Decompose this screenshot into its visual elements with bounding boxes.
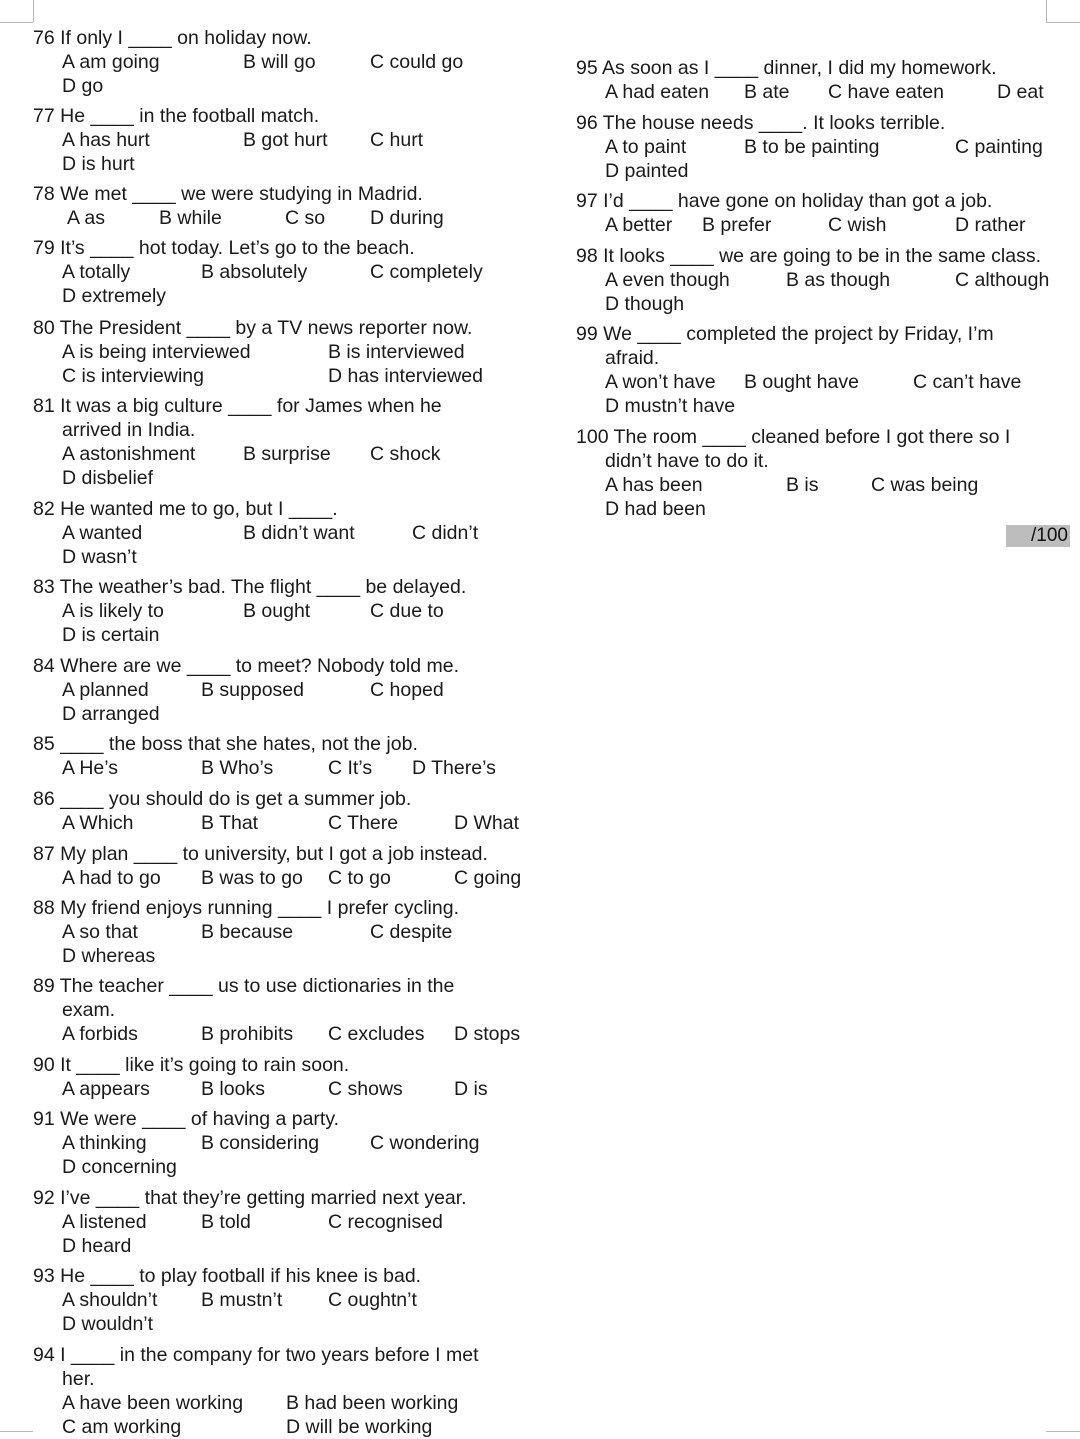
- options-row: [33, 466, 442, 490]
- question-stem: 83 The weather’s bad. The flight ____ be delayed.: [33, 576, 467, 598]
- answer-option[interactable]: D arranged: [62, 703, 160, 725]
- answer-option[interactable]: A totally: [62, 261, 131, 283]
- corner-mark-top-left-vertical: [33, 0, 34, 22]
- answer-option[interactable]: D disbelief: [62, 467, 154, 489]
- answer-option[interactable]: C was being: [871, 474, 979, 496]
- options-row: [33, 1155, 339, 1179]
- answer-option[interactable]: C didn’t: [412, 522, 479, 544]
- question-98: [576, 244, 1050, 316]
- answer-option[interactable]: C so: [285, 207, 326, 229]
- options-row: [33, 206, 444, 230]
- answer-option[interactable]: B while: [159, 207, 222, 229]
- answer-option[interactable]: D during: [370, 207, 444, 229]
- options-row: [576, 497, 1010, 521]
- answer-option[interactable]: B is interviewed: [328, 341, 465, 363]
- options-row: [33, 702, 459, 726]
- answer-option[interactable]: B considering: [201, 1132, 320, 1154]
- answer-option[interactable]: D stops: [454, 1023, 521, 1045]
- question-stem: 94 I ____ in the company for two years before I met: [33, 1344, 479, 1366]
- answer-option[interactable]: A is likely to: [62, 600, 164, 622]
- answer-option[interactable]: C recognised: [328, 1211, 443, 1233]
- answer-option[interactable]: C excludes: [328, 1023, 425, 1045]
- question-96: [576, 111, 1043, 183]
- options-row: [33, 442, 442, 466]
- answer-option[interactable]: B mustn’t: [201, 1289, 283, 1311]
- answer-option[interactable]: D wouldn’t: [62, 1313, 154, 1335]
- answer-option[interactable]: C shows: [328, 1078, 403, 1100]
- options-row: [33, 678, 459, 702]
- options-row: [33, 260, 483, 284]
- answer-option[interactable]: B ought have: [744, 371, 859, 393]
- answer-option[interactable]: A better: [605, 214, 673, 236]
- question-stem: 77 He ____ in the football match.: [33, 105, 320, 127]
- question-stem: 90 It ____ like it’s going to rain soon.: [33, 1054, 350, 1076]
- answer-option[interactable]: A planned: [62, 679, 149, 701]
- answer-option[interactable]: C although: [955, 269, 1050, 291]
- corner-mark-top-right-vertical: [1046, 0, 1047, 22]
- question-stem: 78 We met ____ we were studying in Madrid.: [33, 183, 423, 205]
- corner-mark-top-right-horizontal: [1046, 22, 1080, 23]
- answer-option[interactable]: B didn’t want: [243, 522, 355, 544]
- question-stem: 97 I’d ____ have gone on holiday than got a job.: [576, 190, 993, 212]
- answer-option[interactable]: B had been working: [286, 1392, 459, 1414]
- answer-option[interactable]: A shouldn’t: [62, 1289, 158, 1311]
- answer-option[interactable]: D rather: [955, 214, 1026, 236]
- answer-option[interactable]: C to go: [328, 867, 391, 889]
- question-stem: 96 The house needs ____. It looks terrible.: [576, 112, 946, 134]
- answer-option[interactable]: A to paint: [605, 136, 687, 158]
- answer-option[interactable]: D is hurt: [62, 153, 135, 175]
- answer-option[interactable]: D painted: [605, 160, 689, 182]
- answer-option[interactable]: A astonishment: [62, 443, 196, 465]
- question-stem: 84 Where are we ____ to meet? Nobody told me.: [33, 655, 459, 677]
- answer-option[interactable]: A thinking: [62, 1132, 147, 1154]
- answer-option[interactable]: D is: [454, 1078, 488, 1100]
- answer-option[interactable]: C wish: [828, 214, 887, 236]
- options-row: [33, 1131, 480, 1155]
- options-row: [33, 623, 466, 647]
- question-stem-continuation: her.: [62, 1368, 95, 1390]
- options-row: [33, 1391, 479, 1415]
- answer-option[interactable]: D There’s: [412, 757, 496, 779]
- total-score-label: /100: [1006, 525, 1070, 547]
- question-82: [33, 497, 479, 569]
- options-row: [33, 866, 522, 890]
- question-87: [33, 842, 522, 890]
- question-stem: 89 The teacher ____ us to use dictionaries in the: [33, 975, 455, 997]
- options-row: [576, 213, 1026, 237]
- answer-option[interactable]: B Who’s: [201, 757, 274, 779]
- options-row: [576, 473, 1010, 497]
- answer-option[interactable]: D mustn’t have: [605, 395, 736, 417]
- answer-option[interactable]: C completely: [370, 261, 483, 283]
- options-row: [33, 1288, 421, 1312]
- question-stem: 91 We were ____ of having a party.: [33, 1108, 340, 1130]
- answer-option[interactable]: B because: [201, 921, 294, 943]
- question-stem-continuation: afraid.: [605, 347, 660, 369]
- question-stem: 79 It’s ____ hot today. Let’s go to the beach.: [33, 237, 415, 259]
- answer-option[interactable]: D whereas: [62, 945, 156, 967]
- answer-option[interactable]: C can’t have: [913, 371, 1022, 393]
- answer-option[interactable]: B told: [201, 1211, 251, 1233]
- question-stem: 87 My plan ____ to university, but I got a job instead.: [33, 843, 488, 865]
- answer-option[interactable]: B prohibits: [201, 1023, 294, 1045]
- options-row: [576, 135, 1043, 159]
- question-stem-continuation: didn’t have to do it.: [605, 450, 769, 472]
- options-row: [33, 756, 496, 780]
- answer-option[interactable]: A so that: [62, 921, 138, 943]
- question-stem: 92 I’ve ____ that they’re getting married next year.: [33, 1187, 467, 1209]
- options-row: [33, 1077, 488, 1101]
- question-100: [576, 425, 1010, 521]
- question-stem: 99 We ____ completed the project by Friday, I’m: [576, 323, 994, 345]
- question-stem: 93 He ____ to play football if his knee is bad.: [33, 1265, 422, 1287]
- answer-option[interactable]: B ate: [744, 81, 790, 103]
- answer-option[interactable]: A wanted: [62, 522, 143, 544]
- answer-option[interactable]: D had been: [605, 498, 706, 520]
- options-row: [33, 811, 520, 835]
- answer-option[interactable]: A even though: [605, 269, 730, 291]
- answer-option[interactable]: C due to: [370, 600, 444, 622]
- answer-option[interactable]: A has hurt: [62, 129, 150, 151]
- question-83: [33, 575, 466, 647]
- answer-option[interactable]: A He’s: [62, 757, 119, 779]
- answer-option[interactable]: B was to go: [201, 867, 303, 889]
- question-77: [33, 104, 424, 176]
- answer-option[interactable]: B as though: [786, 269, 891, 291]
- options-row: [576, 292, 1041, 316]
- question-stem: 88 My friend enjoys running ____ I prefer cycling.: [33, 897, 459, 919]
- question-78: [33, 182, 444, 230]
- question-88: [33, 896, 459, 968]
- answer-option[interactable]: A had eaten: [605, 81, 710, 103]
- question-97: [576, 189, 1026, 237]
- question-84: [33, 654, 459, 726]
- options-row: [576, 159, 945, 183]
- options-row: [33, 599, 466, 623]
- answer-option[interactable]: B supposed: [201, 679, 304, 701]
- options-row: [33, 944, 459, 968]
- answer-option[interactable]: A has been: [605, 474, 703, 496]
- answer-option[interactable]: B surprise: [243, 443, 331, 465]
- answer-option[interactable]: B got hurt: [243, 129, 328, 151]
- options-row: [33, 1022, 521, 1046]
- question-95: [576, 56, 1044, 104]
- answer-option[interactable]: C It’s: [328, 757, 373, 779]
- answer-option[interactable]: B That: [201, 812, 259, 834]
- options-row: [576, 370, 1022, 394]
- options-row: [576, 268, 1050, 292]
- options-row: [33, 50, 464, 74]
- question-94: [33, 1343, 479, 1439]
- answer-option[interactable]: A have been working: [62, 1392, 244, 1414]
- question-stem: 100 The room ____ cleaned before I got there so I: [576, 426, 1011, 448]
- answer-option[interactable]: A appears: [62, 1078, 150, 1100]
- answer-option[interactable]: D concerning: [62, 1156, 177, 1178]
- answer-option[interactable]: C despite: [370, 921, 453, 943]
- answer-option[interactable]: C hurt: [370, 129, 424, 151]
- options-row: [576, 394, 994, 418]
- answer-option[interactable]: A Which: [62, 812, 134, 834]
- options-row: [33, 1210, 467, 1234]
- answer-option[interactable]: B to be painting: [744, 136, 880, 158]
- question-stem: 85 ____ the boss that she hates, not the job.: [33, 733, 418, 755]
- answer-option[interactable]: C shock: [370, 443, 441, 465]
- answer-option[interactable]: D wasn’t: [62, 546, 137, 568]
- answer-option[interactable]: C wondering: [370, 1132, 480, 1154]
- options-row: [33, 284, 415, 308]
- options-row: [576, 80, 1044, 104]
- answer-option[interactable]: A forbids: [62, 1023, 138, 1045]
- answer-option[interactable]: B ought: [243, 600, 311, 622]
- options-row: [33, 364, 483, 388]
- answer-option[interactable]: A as: [67, 207, 105, 229]
- answer-option[interactable]: A won’t have: [605, 371, 716, 393]
- question-stem: 76 If only I ____ on holiday now.: [33, 27, 312, 49]
- answer-option[interactable]: C oughtn’t: [328, 1289, 417, 1311]
- answer-option[interactable]: D though: [605, 293, 685, 315]
- question-80: [33, 316, 483, 388]
- options-row: [33, 1415, 479, 1439]
- answer-option[interactable]: B looks: [201, 1078, 265, 1100]
- answer-option[interactable]: D has interviewed: [328, 365, 483, 387]
- question-86: [33, 787, 520, 835]
- question-stem: 98 It looks ____ we are going to be in the same class.: [576, 245, 1042, 267]
- answer-option[interactable]: A listened: [62, 1211, 147, 1233]
- answer-option[interactable]: C have eaten: [828, 81, 945, 103]
- answer-option[interactable]: C is interviewing: [62, 365, 204, 387]
- question-91: [33, 1107, 480, 1179]
- question-99: [576, 322, 1022, 418]
- question-90: [33, 1053, 488, 1101]
- answer-option[interactable]: D is certain: [62, 624, 160, 646]
- options-row: [33, 1234, 467, 1258]
- question-stem: 95 As soon as I ____ dinner, I did my homework.: [576, 57, 997, 79]
- question-93: [33, 1264, 421, 1336]
- corner-mark-top-left-horizontal: [0, 22, 33, 23]
- answer-option[interactable]: D go: [62, 75, 104, 97]
- question-79: [33, 236, 483, 308]
- question-stem-continuation: exam.: [62, 999, 116, 1021]
- answer-option[interactable]: D extremely: [62, 285, 167, 307]
- answer-option[interactable]: D eat: [997, 81, 1044, 103]
- options-row: [33, 152, 319, 176]
- options-row: [33, 521, 479, 545]
- answer-option[interactable]: B prefer: [702, 214, 772, 236]
- answer-option[interactable]: C There: [328, 812, 399, 834]
- answer-option[interactable]: A am going: [62, 51, 160, 73]
- answer-option[interactable]: C painting: [955, 136, 1043, 158]
- options-row: [33, 340, 472, 364]
- answer-option[interactable]: C could go: [370, 51, 464, 73]
- question-stem: 80 The President ____ by a TV news reporter now.: [33, 317, 473, 339]
- options-row: [33, 545, 338, 569]
- answer-option[interactable]: C hoped: [370, 679, 444, 701]
- question-81: [33, 394, 442, 490]
- options-row: [33, 1312, 421, 1336]
- question-92: [33, 1186, 467, 1258]
- question-85: [33, 732, 496, 780]
- answer-option[interactable]: D What: [454, 812, 520, 834]
- options-row: [33, 128, 424, 152]
- answer-option[interactable]: D heard: [62, 1235, 132, 1257]
- options-row: [33, 920, 459, 944]
- answer-option[interactable]: C going: [454, 867, 522, 889]
- answer-option[interactable]: B is: [786, 474, 819, 496]
- corner-mark-bottom-left-horizontal: [0, 1431, 33, 1432]
- question-stem: 81 It was a big culture ____ for James when he: [33, 395, 442, 417]
- answer-option[interactable]: D will be working: [286, 1416, 433, 1438]
- question-stem: 82 He wanted me to go, but I ____.: [33, 498, 338, 520]
- corner-mark-bottom-right-horizontal: [1046, 1431, 1080, 1432]
- question-stem: 86 ____ you should do is get a summer job.: [33, 788, 412, 810]
- question-76: [33, 26, 464, 98]
- answer-option[interactable]: A had to go: [62, 867, 161, 889]
- answer-option[interactable]: B will go: [243, 51, 316, 73]
- question-stem-continuation: arrived in India.: [62, 419, 196, 441]
- question-89: [33, 974, 521, 1046]
- answer-option[interactable]: B absolutely: [201, 261, 308, 283]
- answer-option[interactable]: A is being interviewed: [62, 341, 251, 363]
- options-row: [33, 74, 312, 98]
- answer-option[interactable]: C am working: [62, 1416, 182, 1438]
